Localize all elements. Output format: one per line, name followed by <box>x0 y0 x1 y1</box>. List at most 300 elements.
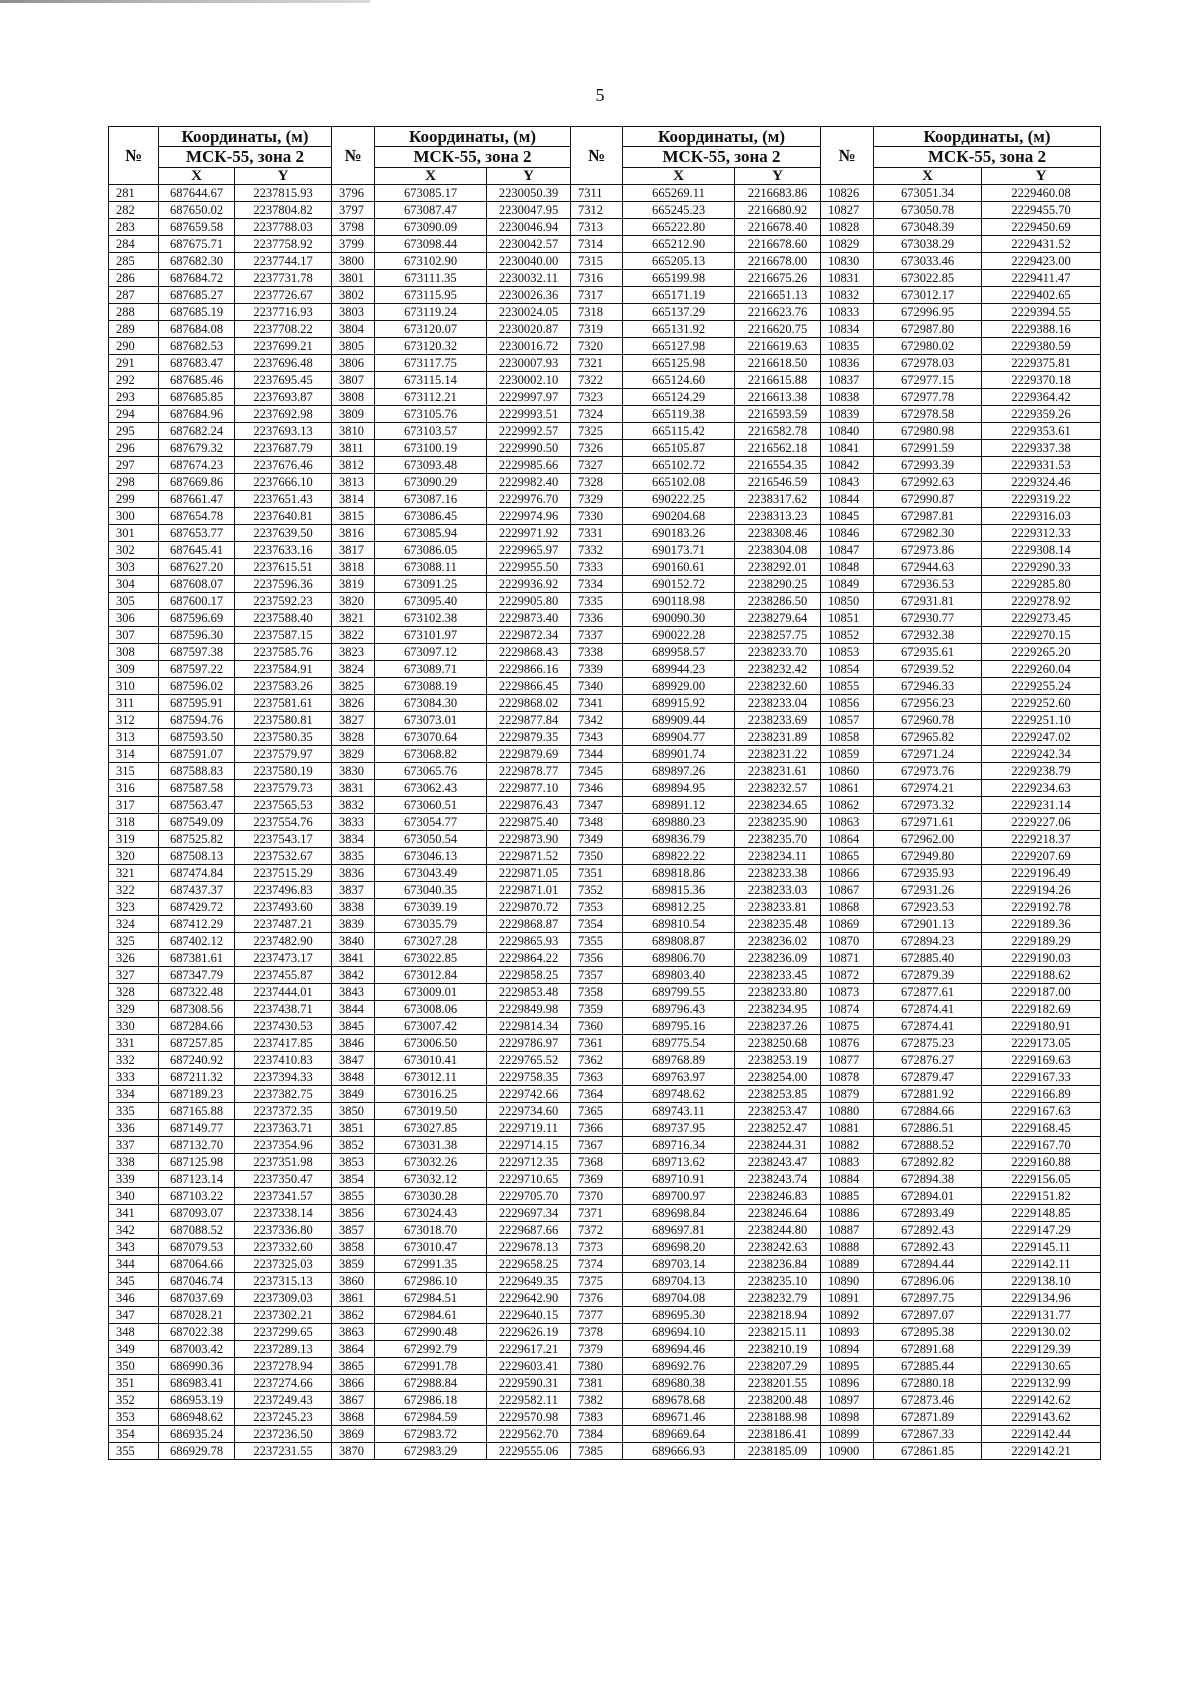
y-coordinate-cell: 2237338.14 <box>235 1205 332 1222</box>
y-coordinate-cell: 2237692.98 <box>235 406 332 423</box>
x-coordinate-cell: 687682.24 <box>159 423 235 440</box>
y-coordinate-cell: 2216593.59 <box>735 406 821 423</box>
point-number-cell: 7377 <box>571 1307 623 1324</box>
x-coordinate-cell: 672987.81 <box>874 508 982 525</box>
x-coordinate-cell: 672962.00 <box>874 831 982 848</box>
table-row <box>109 1273 1101 1290</box>
y-coordinate-cell: 2238235.10 <box>735 1273 821 1290</box>
y-coordinate-cell: 2237274.66 <box>235 1375 332 1392</box>
x-coordinate-cell: 686948.62 <box>159 1409 235 1426</box>
y-coordinate-cell: 2229142.21 <box>982 1443 1101 1460</box>
y-coordinate-cell: 2230026.36 <box>487 287 571 304</box>
y-coordinate-cell: 2238236.09 <box>735 950 821 967</box>
x-coordinate-cell: 687347.79 <box>159 967 235 984</box>
y-coordinate-cell: 2237438.71 <box>235 1001 332 1018</box>
x-coordinate-cell: 687685.19 <box>159 304 235 321</box>
point-number-cell: 3857 <box>332 1222 375 1239</box>
y-coordinate-cell: 2237382.75 <box>235 1086 332 1103</box>
x-coordinate-cell: 673119.24 <box>375 304 487 321</box>
x-coordinate-cell: 673087.47 <box>375 202 487 219</box>
y-coordinate-cell: 2229734.60 <box>487 1103 571 1120</box>
y-coordinate-cell: 2229251.10 <box>982 712 1101 729</box>
point-number-cell: 7326 <box>571 440 623 457</box>
table-row <box>109 1222 1101 1239</box>
point-number-cell: 7320 <box>571 338 623 355</box>
point-number-cell: 3850 <box>332 1103 375 1120</box>
point-number-cell: 10868 <box>821 899 874 916</box>
point-number-cell: 335 <box>109 1103 159 1120</box>
x-coordinate-cell: 672894.01 <box>874 1188 982 1205</box>
point-number-cell: 3813 <box>332 474 375 491</box>
y-coordinate-cell: 2229617.21 <box>487 1341 571 1358</box>
point-number-cell: 3815 <box>332 508 375 525</box>
table-row <box>109 1426 1101 1443</box>
y-coordinate-cell: 2216678.00 <box>735 253 821 270</box>
x-coordinate-cell: 672987.80 <box>874 321 982 338</box>
x-coordinate-cell: 687064.66 <box>159 1256 235 1273</box>
point-number-cell: 291 <box>109 355 159 372</box>
y-coordinate-cell: 2229265.20 <box>982 644 1101 661</box>
x-coordinate-cell: 672977.15 <box>874 372 982 389</box>
y-coordinate-cell: 2229865.93 <box>487 933 571 950</box>
y-coordinate-cell: 2229138.10 <box>982 1273 1101 1290</box>
x-coordinate-cell: 690173.71 <box>623 542 735 559</box>
point-number-cell: 355 <box>109 1443 159 1460</box>
point-number-cell: 3853 <box>332 1154 375 1171</box>
point-number-cell: 10828 <box>821 219 874 236</box>
y-coordinate-cell: 2237532.67 <box>235 848 332 865</box>
x-coordinate-cell: 687563.47 <box>159 797 235 814</box>
y-coordinate-cell: 2238231.61 <box>735 763 821 780</box>
x-coordinate-cell: 687125.98 <box>159 1154 235 1171</box>
y-coordinate-cell: 2229411.47 <box>982 270 1101 287</box>
y-coordinate-cell: 2238233.80 <box>735 984 821 1001</box>
table-row <box>109 712 1101 729</box>
y-coordinate-cell: 2237496.83 <box>235 882 332 899</box>
y-coordinate-cell: 2229316.03 <box>982 508 1101 525</box>
y-coordinate-cell: 2216651.13 <box>735 287 821 304</box>
table-row <box>109 1069 1101 1086</box>
y-coordinate-cell: 2238250.68 <box>735 1035 821 1052</box>
y-coordinate-cell: 2238235.90 <box>735 814 821 831</box>
x-coordinate-cell: 687132.70 <box>159 1137 235 1154</box>
y-coordinate-cell: 2238254.00 <box>735 1069 821 1086</box>
point-number-cell: 7317 <box>571 287 623 304</box>
table-row <box>109 899 1101 916</box>
table-row <box>109 814 1101 831</box>
x-coordinate-cell: 673091.25 <box>375 576 487 593</box>
y-coordinate-cell: 2229697.34 <box>487 1205 571 1222</box>
x-coordinate-cell: 689763.97 <box>623 1069 735 1086</box>
y-coordinate-cell: 2229166.89 <box>982 1086 1101 1103</box>
y-coordinate-cell: 2237716.93 <box>235 304 332 321</box>
point-number-cell: 7311 <box>571 185 623 202</box>
point-number-cell: 10900 <box>821 1443 874 1460</box>
x-coordinate-cell: 672986.10 <box>375 1273 487 1290</box>
y-coordinate-cell: 2229270.15 <box>982 627 1101 644</box>
y-header: Y <box>735 168 821 185</box>
y-coordinate-cell: 2229640.15 <box>487 1307 571 1324</box>
y-coordinate-cell: 2216623.76 <box>735 304 821 321</box>
point-number-cell: 7335 <box>571 593 623 610</box>
y-coordinate-cell: 2238200.48 <box>735 1392 821 1409</box>
x-coordinate-cell: 672894.44 <box>874 1256 982 1273</box>
point-number-cell: 7383 <box>571 1409 623 1426</box>
table-row <box>109 457 1101 474</box>
y-coordinate-cell: 2237455.87 <box>235 967 332 984</box>
x-coordinate-cell: 665245.23 <box>623 202 735 219</box>
x-coordinate-cell: 689775.54 <box>623 1035 735 1052</box>
y-coordinate-cell: 2216562.18 <box>735 440 821 457</box>
point-number-cell: 10843 <box>821 474 874 491</box>
x-coordinate-cell: 673089.71 <box>375 661 487 678</box>
x-coordinate-cell: 687682.53 <box>159 338 235 355</box>
point-number-cell: 10896 <box>821 1375 874 1392</box>
x-coordinate-cell: 673046.13 <box>375 848 487 865</box>
point-number-cell: 7380 <box>571 1358 623 1375</box>
point-number-cell: 3808 <box>332 389 375 406</box>
y-coordinate-cell: 2229190.03 <box>982 950 1101 967</box>
point-number-cell: 7369 <box>571 1171 623 1188</box>
point-number-cell: 288 <box>109 304 159 321</box>
y-coordinate-cell: 2229758.35 <box>487 1069 571 1086</box>
point-number-cell: 7378 <box>571 1324 623 1341</box>
x-coordinate-cell: 687596.02 <box>159 678 235 695</box>
x-coordinate-cell: 665102.08 <box>623 474 735 491</box>
table-row <box>109 355 1101 372</box>
point-number-cell: 10872 <box>821 967 874 984</box>
point-number-cell: 7330 <box>571 508 623 525</box>
point-number-cell: 10887 <box>821 1222 874 1239</box>
y-coordinate-cell: 2216620.75 <box>735 321 821 338</box>
table-row <box>109 202 1101 219</box>
point-number-cell: 7356 <box>571 950 623 967</box>
x-coordinate-cell: 672892.43 <box>874 1239 982 1256</box>
table-row <box>109 678 1101 695</box>
point-number-cell: 10827 <box>821 202 874 219</box>
y-coordinate-cell: 2237583.26 <box>235 678 332 695</box>
y-coordinate-cell: 2229678.13 <box>487 1239 571 1256</box>
y-coordinate-cell: 2229876.43 <box>487 797 571 814</box>
point-number-cell: 339 <box>109 1171 159 1188</box>
point-number-cell: 3852 <box>332 1137 375 1154</box>
y-coordinate-cell: 2237651.43 <box>235 491 332 508</box>
x-coordinate-cell: 672867.33 <box>874 1426 982 1443</box>
x-coordinate-cell: 689796.43 <box>623 1001 735 1018</box>
table-row <box>109 610 1101 627</box>
x-coordinate-cell: 672980.98 <box>874 423 982 440</box>
x-coordinate-cell: 673112.21 <box>375 389 487 406</box>
y-coordinate-cell: 2229955.50 <box>487 559 571 576</box>
x-coordinate-cell: 665205.13 <box>623 253 735 270</box>
point-number-cell: 7344 <box>571 746 623 763</box>
y-coordinate-cell: 2237687.79 <box>235 440 332 457</box>
y-coordinate-cell: 2238233.69 <box>735 712 821 729</box>
x-coordinate-cell: 687674.23 <box>159 457 235 474</box>
point-number-cell: 10832 <box>821 287 874 304</box>
table-body <box>109 185 1101 1460</box>
y-coordinate-cell: 2229976.70 <box>487 491 571 508</box>
table-row <box>109 1018 1101 1035</box>
point-number-cell: 10867 <box>821 882 874 899</box>
x-coordinate-cell: 673010.41 <box>375 1052 487 1069</box>
point-number-cell: 10892 <box>821 1307 874 1324</box>
point-number-cell: 3861 <box>332 1290 375 1307</box>
point-number-cell: 7372 <box>571 1222 623 1239</box>
table-row <box>109 916 1101 933</box>
table-row <box>109 321 1101 338</box>
y-coordinate-cell: 2238232.60 <box>735 678 821 695</box>
point-number-cell: 10880 <box>821 1103 874 1120</box>
point-number-cell: 7357 <box>571 967 623 984</box>
x-coordinate-cell: 673115.95 <box>375 287 487 304</box>
y-coordinate-cell: 2230040.00 <box>487 253 571 270</box>
y-coordinate-cell: 2237249.43 <box>235 1392 332 1409</box>
x-coordinate-cell: 673054.77 <box>375 814 487 831</box>
y-coordinate-cell: 2230002.10 <box>487 372 571 389</box>
point-number-cell: 3854 <box>332 1171 375 1188</box>
point-number-cell: 3833 <box>332 814 375 831</box>
x-coordinate-cell: 689836.79 <box>623 831 735 848</box>
y-coordinate-cell: 2229714.15 <box>487 1137 571 1154</box>
y-coordinate-cell: 2229742.66 <box>487 1086 571 1103</box>
y-coordinate-cell: 2238279.64 <box>735 610 821 627</box>
table-row <box>109 984 1101 1001</box>
y-coordinate-cell: 2229877.10 <box>487 780 571 797</box>
y-coordinate-cell: 2229370.18 <box>982 372 1101 389</box>
y-coordinate-cell: 2229388.16 <box>982 321 1101 338</box>
point-number-cell: 349 <box>109 1341 159 1358</box>
y-coordinate-cell: 2229285.80 <box>982 576 1101 593</box>
table-row <box>109 440 1101 457</box>
y-coordinate-cell: 2229705.70 <box>487 1188 571 1205</box>
y-coordinate-cell: 2237515.29 <box>235 865 332 882</box>
x-coordinate-cell: 689810.54 <box>623 916 735 933</box>
x-coordinate-cell: 687675.71 <box>159 236 235 253</box>
x-coordinate-cell: 687600.17 <box>159 593 235 610</box>
point-number-cell: 3804 <box>332 321 375 338</box>
point-number-cell: 10881 <box>821 1120 874 1137</box>
point-number-cell: 345 <box>109 1273 159 1290</box>
point-number-cell: 10851 <box>821 610 874 627</box>
y-coordinate-cell: 2229971.92 <box>487 525 571 542</box>
x-coordinate-cell: 673085.94 <box>375 525 487 542</box>
point-number-cell: 296 <box>109 440 159 457</box>
y-coordinate-cell: 2237587.15 <box>235 627 332 644</box>
y-coordinate-cell: 2238232.79 <box>735 1290 821 1307</box>
point-number-cell: 3820 <box>332 593 375 610</box>
table-row <box>109 474 1101 491</box>
x-coordinate-cell: 672874.41 <box>874 1001 982 1018</box>
y-coordinate-cell: 2229255.24 <box>982 678 1101 695</box>
y-coordinate-cell: 2237336.80 <box>235 1222 332 1239</box>
y-coordinate-cell: 2238188.98 <box>735 1409 821 1426</box>
y-coordinate-cell: 2229142.62 <box>982 1392 1101 1409</box>
x-coordinate-cell: 687684.72 <box>159 270 235 287</box>
x-coordinate-cell: 687683.47 <box>159 355 235 372</box>
y-coordinate-cell: 2237231.55 <box>235 1443 332 1460</box>
y-coordinate-cell: 2229242.34 <box>982 746 1101 763</box>
y-coordinate-cell: 2237758.92 <box>235 236 332 253</box>
y-coordinate-cell: 2229312.33 <box>982 525 1101 542</box>
y-coordinate-cell: 2229864.22 <box>487 950 571 967</box>
y-coordinate-cell: 2229450.69 <box>982 219 1101 236</box>
point-number-cell: 298 <box>109 474 159 491</box>
x-coordinate-cell: 687594.76 <box>159 712 235 729</box>
x-header: X <box>159 168 235 185</box>
x-coordinate-cell: 673039.19 <box>375 899 487 916</box>
y-coordinate-cell: 2229142.11 <box>982 1256 1101 1273</box>
point-number-cell: 7345 <box>571 763 623 780</box>
point-number-cell: 10829 <box>821 236 874 253</box>
point-number-cell: 295 <box>109 423 159 440</box>
y-coordinate-cell: 2229590.31 <box>487 1375 571 1392</box>
x-coordinate-cell: 672897.75 <box>874 1290 982 1307</box>
x-coordinate-cell: 687037.69 <box>159 1290 235 1307</box>
x-coordinate-cell: 673100.19 <box>375 440 487 457</box>
x-coordinate-cell: 687402.12 <box>159 933 235 950</box>
point-number-cell: 7373 <box>571 1239 623 1256</box>
point-number-cell: 324 <box>109 916 159 933</box>
x-coordinate-cell: 687653.77 <box>159 525 235 542</box>
point-number-cell: 7364 <box>571 1086 623 1103</box>
point-number-cell: 3821 <box>332 610 375 627</box>
point-number-cell: 3825 <box>332 678 375 695</box>
table-row <box>109 542 1101 559</box>
y-header: Y <box>487 168 571 185</box>
x-coordinate-cell: 687549.09 <box>159 814 235 831</box>
table-row <box>109 848 1101 865</box>
x-coordinate-cell: 687685.46 <box>159 372 235 389</box>
x-coordinate-cell: 690022.28 <box>623 627 735 644</box>
y-coordinate-cell: 2229188.62 <box>982 967 1101 984</box>
x-coordinate-cell: 689743.11 <box>623 1103 735 1120</box>
x-coordinate-cell: 672984.59 <box>375 1409 487 1426</box>
point-number-cell: 10891 <box>821 1290 874 1307</box>
point-number-cell: 10846 <box>821 525 874 542</box>
point-number-cell: 301 <box>109 525 159 542</box>
x-coordinate-cell: 672879.39 <box>874 967 982 984</box>
x-coordinate-cell: 673043.49 <box>375 865 487 882</box>
y-coordinate-cell: 2229877.84 <box>487 712 571 729</box>
y-coordinate-cell: 2216554.35 <box>735 457 821 474</box>
table-row <box>109 695 1101 712</box>
x-coordinate-cell: 687682.30 <box>159 253 235 270</box>
y-coordinate-cell: 2238233.81 <box>735 899 821 916</box>
x-coordinate-cell: 672894.38 <box>874 1171 982 1188</box>
y-coordinate-cell: 2237640.81 <box>235 508 332 525</box>
table-row <box>109 1290 1101 1307</box>
y-coordinate-cell: 2216678.40 <box>735 219 821 236</box>
y-coordinate-cell: 2229359.26 <box>982 406 1101 423</box>
y-coordinate-cell: 2229879.69 <box>487 746 571 763</box>
table-row <box>109 950 1101 967</box>
point-number-cell: 326 <box>109 950 159 967</box>
x-coordinate-cell: 687437.37 <box>159 882 235 899</box>
x-coordinate-cell: 689909.44 <box>623 712 735 729</box>
coordinates-table <box>108 126 1101 1460</box>
x-coordinate-cell: 689698.20 <box>623 1239 735 1256</box>
y-coordinate-cell: 2238231.22 <box>735 746 821 763</box>
point-number-cell: 10895 <box>821 1358 874 1375</box>
x-coordinate-cell: 687525.82 <box>159 831 235 848</box>
y-coordinate-cell: 2229290.33 <box>982 559 1101 576</box>
y-coordinate-cell: 2230020.87 <box>487 321 571 338</box>
point-number-cell: 3843 <box>332 984 375 1001</box>
point-number-cell: 3800 <box>332 253 375 270</box>
y-coordinate-cell: 2229353.61 <box>982 423 1101 440</box>
x-coordinate-cell: 673032.26 <box>375 1154 487 1171</box>
point-number-cell: 3799 <box>332 236 375 253</box>
point-number-cell: 10856 <box>821 695 874 712</box>
y-coordinate-cell: 2237299.65 <box>235 1324 332 1341</box>
x-coordinate-cell: 689680.38 <box>623 1375 735 1392</box>
x-coordinate-cell: 672886.51 <box>874 1120 982 1137</box>
point-number-cell: 10877 <box>821 1052 874 1069</box>
x-coordinate-cell: 673102.90 <box>375 253 487 270</box>
point-number-cell: 3839 <box>332 916 375 933</box>
y-coordinate-cell: 2230007.93 <box>487 355 571 372</box>
x-coordinate-cell: 672874.41 <box>874 1018 982 1035</box>
point-number-cell: 7321 <box>571 355 623 372</box>
x-coordinate-cell: 686983.41 <box>159 1375 235 1392</box>
point-number-cell: 10889 <box>821 1256 874 1273</box>
point-number-cell: 284 <box>109 236 159 253</box>
y-coordinate-cell: 2237580.35 <box>235 729 332 746</box>
y-coordinate-cell: 2229687.66 <box>487 1222 571 1239</box>
x-coordinate-cell: 665124.29 <box>623 389 735 406</box>
x-coordinate-cell: 672949.80 <box>874 848 982 865</box>
point-number-cell: 7351 <box>571 865 623 882</box>
point-number-cell: 7355 <box>571 933 623 950</box>
y-coordinate-cell: 2229866.45 <box>487 678 571 695</box>
point-number-cell: 285 <box>109 253 159 270</box>
x-coordinate-cell: 673120.32 <box>375 338 487 355</box>
table-row <box>109 1341 1101 1358</box>
point-number-cell: 3866 <box>332 1375 375 1392</box>
point-number-cell: 10894 <box>821 1341 874 1358</box>
point-number-cell: 7363 <box>571 1069 623 1086</box>
point-number-cell: 347 <box>109 1307 159 1324</box>
x-coordinate-cell: 673027.85 <box>375 1120 487 1137</box>
y-coordinate-cell: 2229168.45 <box>982 1120 1101 1137</box>
y-coordinate-cell: 2238236.84 <box>735 1256 821 1273</box>
x-coordinate-cell: 687669.86 <box>159 474 235 491</box>
x-coordinate-cell: 687189.23 <box>159 1086 235 1103</box>
point-number-cell: 7338 <box>571 644 623 661</box>
x-coordinate-cell: 689704.08 <box>623 1290 735 1307</box>
point-number-cell: 3805 <box>332 338 375 355</box>
x-coordinate-cell: 672978.03 <box>874 355 982 372</box>
x-coordinate-cell: 673115.14 <box>375 372 487 389</box>
y-coordinate-cell: 2229130.65 <box>982 1358 1101 1375</box>
point-number-cell: 323 <box>109 899 159 916</box>
y-coordinate-cell: 2229308.14 <box>982 542 1101 559</box>
point-number-cell: 3812 <box>332 457 375 474</box>
point-number-cell: 10861 <box>821 780 874 797</box>
y-coordinate-cell: 2216619.63 <box>735 338 821 355</box>
x-coordinate-cell: 672894.23 <box>874 933 982 950</box>
y-coordinate-cell: 2229173.05 <box>982 1035 1101 1052</box>
table-row <box>109 338 1101 355</box>
x-coordinate-cell: 689808.87 <box>623 933 735 950</box>
point-number-cell: 283 <box>109 219 159 236</box>
y-coordinate-cell: 2237666.10 <box>235 474 332 491</box>
y-coordinate-cell: 2229875.40 <box>487 814 571 831</box>
y-coordinate-cell: 2237592.23 <box>235 593 332 610</box>
x-coordinate-cell: 672885.40 <box>874 950 982 967</box>
x-coordinate-cell: 672877.61 <box>874 984 982 1001</box>
